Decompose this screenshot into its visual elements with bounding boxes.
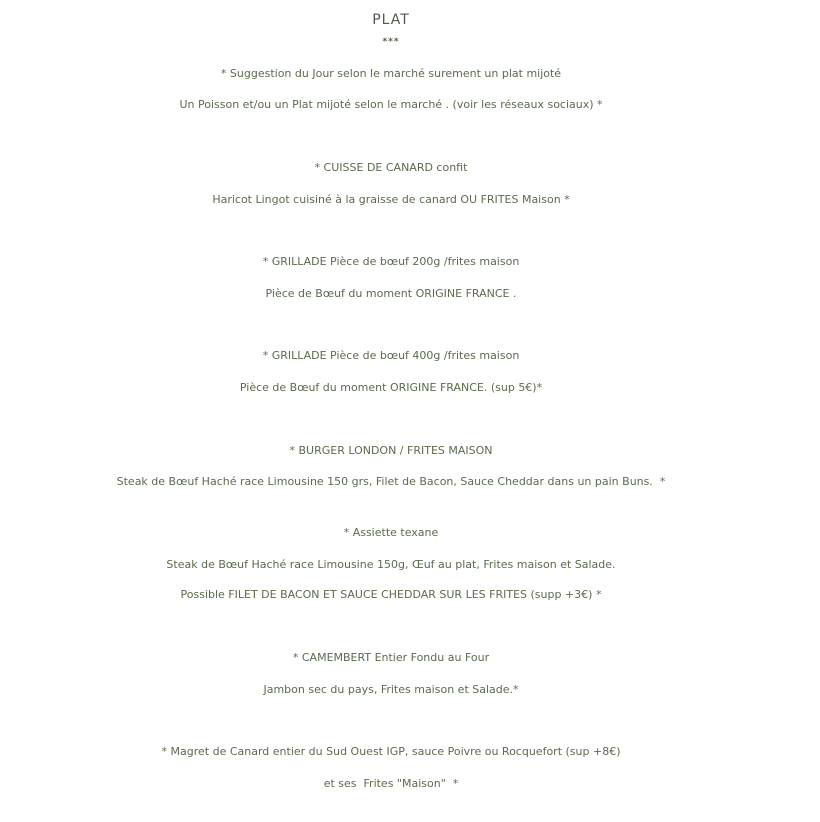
dish-grillade-400-desc: Pièce de Bœuf du moment ORIGINE FRANCE. (sup 5€)* (239, 381, 543, 394)
dish-burger-desc: Steak de Bœuf Haché race Limousine 150 grs, Filet de Bacon, Sauce Cheddar dans un pain Buns. * (116, 475, 666, 488)
dish-suggestion-line-2: Un Poisson et/ou un Plat mijoté selon le marché . (voir les réseaux sociaux) * (179, 98, 603, 111)
dish-magret-title: * Magret de Canard entier du Sud Ouest IGP, sauce Poivre ou Rocquefort (sup +8€) (161, 745, 621, 758)
title-separator: *** (382, 37, 400, 47)
dish-cuisse-canard-title: * CUISSE DE CANARD confit (314, 161, 468, 174)
dish-camembert-title: * CAMEMBERT Entier Fondu au Four (292, 651, 490, 664)
dish-assiette-texane-option: Possible FILET DE BACON ET SAUCE CHEDDAR SUR LES FRITES (supp +3€) * (180, 588, 602, 601)
dish-burger-title: * BURGER LONDON / FRITES MAISON (289, 444, 493, 457)
dish-assiette-texane-title: * Assiette texane (343, 526, 439, 539)
menu-title: PLAT (372, 12, 410, 28)
dish-grillade-200-desc: Pièce de Bœuf du moment ORIGINE FRANCE . (265, 287, 517, 300)
dish-magret-desc: et ses Frites "Maison" * (323, 777, 459, 790)
dish-grillade-400-title: * GRILLADE Pièce de bœuf 400g /frites maison (262, 349, 520, 362)
dish-grillade-200-title: * GRILLADE Pièce de bœuf 200g /frites maison (262, 255, 520, 268)
dish-assiette-texane-desc: Steak de Bœuf Haché race Limousine 150g, Œuf au plat, Frites maison et Salade. (166, 558, 616, 571)
dish-cuisse-canard-desc: Haricot Lingot cuisiné à la graisse de canard OU FRITES Maison * (212, 193, 570, 206)
dish-camembert-desc: Jambon sec du pays, Frites maison et Salade.* (263, 683, 519, 696)
dish-suggestion-line-1: * Suggestion du Jour selon le marché surement un plat mijoté (220, 67, 562, 80)
